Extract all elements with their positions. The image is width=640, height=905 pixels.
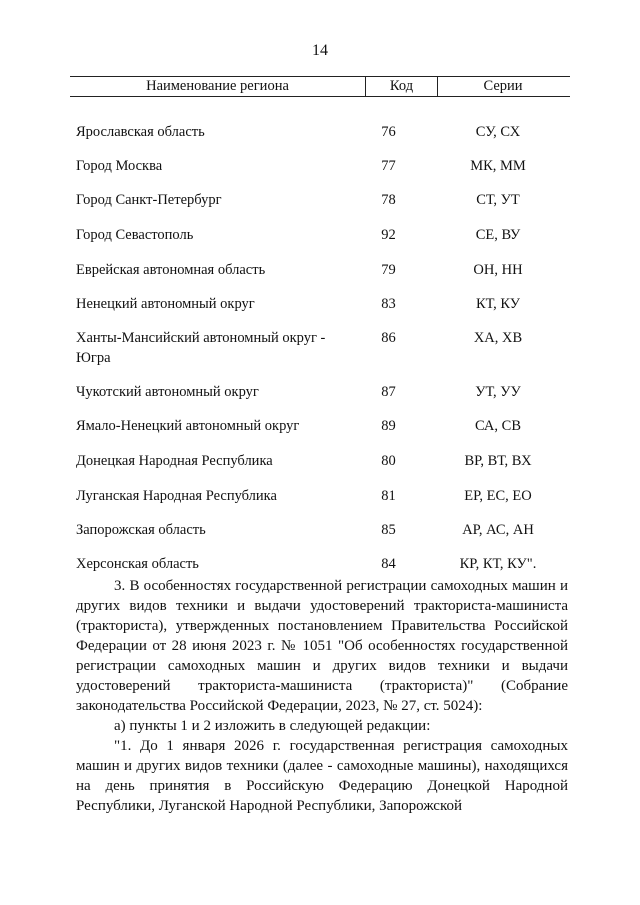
region-name: Ямало-Ненецкий автономный округ	[76, 418, 300, 434]
region-series: СУ, СХ	[475, 124, 521, 140]
region-name	[76, 328, 366, 368]
region-code: 78	[381, 192, 396, 208]
region-name-line1: Ханты-Мансийский автономный округ -	[76, 330, 326, 346]
header-code: Код	[365, 77, 438, 96]
region-name: Ярославская область	[76, 124, 205, 140]
region-code: 77	[381, 158, 396, 174]
region-code: 76	[381, 124, 396, 140]
page-number: 14	[312, 42, 328, 59]
regions-table	[70, 76, 570, 572]
region-name: Ненецкий автономный округ	[76, 296, 255, 312]
region-name-line2: Югра	[76, 350, 111, 366]
region-name: Город Санкт-Петербург	[76, 192, 222, 208]
region-name: Еврейская автономная область	[76, 262, 266, 278]
document-body	[76, 576, 568, 816]
region-name: Город Москва	[76, 158, 163, 174]
region-series: КТ, КУ	[476, 296, 520, 312]
region-series: МК, ММ	[470, 158, 526, 174]
region-name: Город Севастополь	[76, 227, 194, 243]
region-series: ОН, НН	[473, 262, 523, 278]
header-series: Серии	[483, 78, 523, 94]
region-name: Запорожская область	[76, 522, 206, 538]
region-series: УТ, УУ	[475, 384, 521, 400]
region-name: Луганская Народная Республика	[76, 488, 277, 504]
region-code: 80	[381, 453, 396, 469]
region-series: ХА, ХВ	[473, 330, 523, 346]
region-name: Чукотский автономный округ	[76, 384, 259, 400]
region-series: СА, СВ	[474, 418, 521, 434]
paragraph-subitem-a: а) пункты 1 и 2 изложить в следующей редакции:	[114, 718, 431, 734]
region-code: 89	[381, 418, 396, 434]
region-code: 83	[381, 296, 396, 312]
region-code: 92	[381, 227, 396, 243]
region-series: КР, КТ, КУ".	[459, 556, 537, 572]
region-series: СЕ, ВУ	[475, 227, 521, 243]
region-code: 86	[381, 330, 396, 346]
region-code: 84	[381, 556, 396, 572]
paragraph-clause-1: "1. До 1 января 2026 г. государственная регистрация самоходных машин и других видов техники (далее - самоходные машины), находящихся на день принятия в Российскую Федерацию Донецкой Народной Республики, Луганской Народной Республики, Запорожской	[76, 738, 568, 814]
region-code: 79	[381, 262, 396, 278]
header-region-name: Наименование региона	[146, 78, 289, 94]
region-name: Донецкая Народная Республика	[76, 453, 273, 469]
region-series: АР, АС, АН	[462, 522, 534, 538]
region-series: СТ, УТ	[476, 192, 520, 208]
region-code: 85	[381, 522, 396, 538]
region-name: Херсонская область	[76, 556, 199, 572]
paragraph-amendment-3: 3. В особенностях государственной регистрации самоходных машин и других видов техники и выдачи удостоверений тракториста-машиниста (тракториста), утвержденных постановлением Правительства Российской Федерации от 28 июня 2023 г. № 1051 "Об особенностях государственной регистрации самоходных машин и других видов техники и выдачи удостоверений тракториста-машиниста (тракториста)" (Собрание законодательства Российской Федерации, 2023, № 27, ст. 5024):	[76, 578, 568, 714]
region-series: ВР, ВТ, ВХ	[464, 453, 532, 469]
region-series: ЕР, ЕС, ЕО	[464, 488, 532, 504]
table-header	[70, 76, 570, 97]
region-code: 87	[381, 384, 396, 400]
region-code: 81	[381, 488, 396, 504]
